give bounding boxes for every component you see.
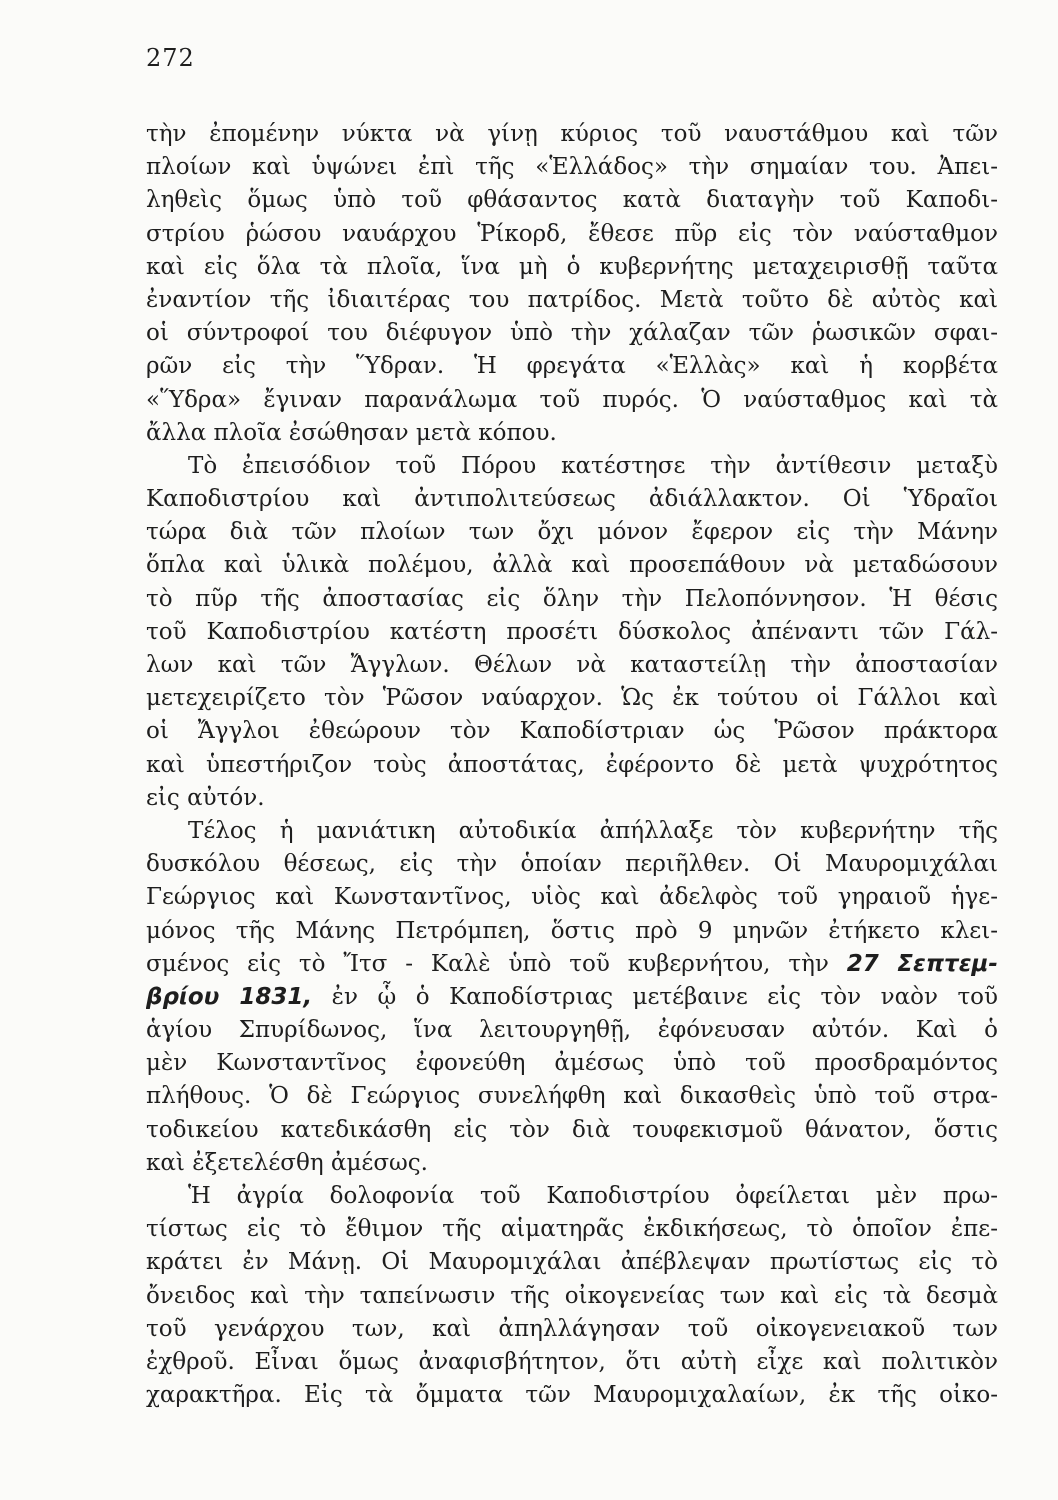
text-line: μόνος τῆς Μάνης Πετρόμπεη, ὅστις πρὸ 9 μηνῶν ἐτήκετο κλει-	[146, 917, 998, 944]
text-line-with-date	[146, 948, 998, 981]
page-number: 272	[146, 44, 195, 72]
text-line: τοῦ Καποδιστρίου κατέστη προσέτι δύσκολος ἀπέναντι τῶν Γάλ-	[146, 618, 998, 645]
text-line: μὲν Κωνσταντῖνος ἐφονεύθη ἀμέσως ὑπὸ τοῦ προσδραμόντος	[146, 1050, 998, 1077]
text-line: Γεώργιος καὶ Κωνσταντῖνος, υἱὸς καὶ ἀδελφὸς τοῦ γηραιοῦ ἡγε-	[146, 884, 998, 911]
text-line: οἱ Ἄγγλοι ἐθεώρουν τὸν Καποδίστριαν ὡς Ῥῶσον πράκτορα	[146, 718, 998, 745]
text-segment: σμένος εἰς τὸ Ἴτσ - Καλὲ ὑπὸ τοῦ κυβερνήτου, τὴν	[146, 950, 829, 977]
text-line: δυσκόλου θέσεως, εἰς τὴν ὁποίαν περιῆλθεν. Οἱ Μαυρομιχάλαι	[146, 851, 998, 878]
paragraph-2	[146, 450, 998, 815]
text-line: τίστως εἰς τὸ ἔθιμον τῆς αἱματηρᾶς ἐκδικήσεως, τὸ ὁποῖον ἐπε-	[146, 1216, 998, 1243]
text-line: πλοίων καὶ ὑψώνει ἐπὶ τῆς «Ἑλλάδος» τὴν σημαίαν του. Ἀπει-	[146, 154, 998, 181]
text-segment: ἐν ᾧ ὁ Καποδίστριας μετέβαινε εἰς τὸν ναὸν τοῦ	[331, 983, 998, 1010]
text-line: λων καὶ τῶν Ἄγγλων. Θέλων νὰ καταστείλῃ τὴν ἀποστασίαν	[146, 652, 998, 678]
text-line: εἰς αὐτόν.	[146, 784, 265, 811]
text-line: χαρακτῆρα. Εἰς τὰ ὄμματα τῶν Μαυρομιχαλαίων, ἐκ τῆς οἰκο-	[146, 1382, 998, 1409]
text-line: Τὸ ἐπεισόδιον τοῦ Πόρου κατέστησε τὴν ἀντίθεσιν μεταξὺ	[188, 452, 998, 479]
text-line: ρῶν εἰς τὴν Ὕδραν. Ἡ φρεγάτα «Ἑλλὰς» καὶ ἡ κορβέτα	[146, 353, 998, 380]
text-line: ληθεὶς ὅμως ὑπὸ τοῦ φθάσαντος κατὰ διαταγὴν τοῦ Καποδι-	[146, 187, 998, 214]
paragraph-4	[146, 1180, 998, 1412]
body-text	[146, 118, 998, 1412]
text-line: καὶ ὑπεστήριζον τοὺς ἀποστάτας, ἐφέροντο δὲ μετὰ ψυχρότητος	[146, 751, 998, 778]
emphasized-date-end: βρίου 1831,	[146, 983, 313, 1010]
text-line: Ἡ ἀγρία δολοφονία τοῦ Καποδιστρίου ὀφείλεται μὲν πρω-	[188, 1183, 998, 1209]
text-line: καὶ ἐξετελέσθη ἀμέσως.	[146, 1149, 428, 1176]
text-line-with-date	[146, 981, 998, 1014]
paragraph-1	[146, 118, 998, 450]
text-line: μετεχειρίζετο τὸν Ῥῶσον ναύαρχον. Ὡς ἐκ τούτου οἱ Γάλλοι καὶ	[146, 685, 998, 712]
text-line: «Ὕδρα» ἔγιναν παρανάλωμα τοῦ πυρός. Ὁ ναύσταθμος καὶ τὰ	[146, 386, 998, 413]
text-line: ὄνειδος καὶ τὴν ταπείνωσιν τῆς οἰκογενείας των καὶ εἰς τὰ δεσμὰ	[146, 1282, 998, 1309]
text-line: Καποδιστρίου καὶ ἀντιπολιτεύσεως ἀδιάλλακτον. Οἱ Ὑδραῖοι	[146, 486, 998, 513]
text-line: τοῦ γενάρχου των, καὶ ἀπηλλάγησαν τοῦ οἰκογενειακοῦ των	[146, 1315, 998, 1342]
text-line: ἐναντίον τῆς ἰδιαιτέρας του πατρίδος. Μετὰ τοῦτο δὲ αὐτὸς καὶ	[146, 286, 998, 313]
text-line: τὴν ἐπομένην νύκτα νὰ γίνῃ κύριος τοῦ ναυστάθμου καὶ τῶν	[146, 121, 998, 147]
text-line: πλήθους. Ὁ δὲ Γεώργιος συνελήφθη καὶ δικασθεὶς ὑπὸ τοῦ στρα-	[146, 1083, 998, 1110]
text-line: ὅπλα καὶ ὑλικὰ πολέμου, ἀλλὰ καὶ προσεπάθουν νὰ μεταδώσουν	[146, 552, 998, 579]
text-line: τοδικείου κατεδικάσθη εἰς τὸν διὰ τουφεκισμοῦ θάνατον, ὅστις	[146, 1116, 998, 1143]
text-line: ἐχθροῦ. Εἶναι ὅμως ἀναφισβήτητον, ὅτι αὐτὴ εἶχε καὶ πολιτικὸν	[146, 1348, 998, 1375]
text-line: Τέλος ἡ μανιάτικη αὐτοδικία ἀπήλλαξε τὸν κυβερνήτην τῆς	[188, 817, 998, 844]
paragraph-3	[146, 815, 998, 1180]
text-line: ἄλλα πλοῖα ἐσώθησαν μετὰ κόπου.	[146, 419, 557, 446]
text-line: καὶ εἰς ὅλα τὰ πλοῖα, ἵνα μὴ ὁ κυβερνήτης μεταχειρισθῇ ταῦτα	[146, 253, 998, 280]
text-line: κράτει ἐν Μάνῃ. Οἱ Μαυρομιχάλαι ἀπέβλεψαν πρωτίστως εἰς τὸ	[146, 1249, 998, 1276]
text-line: στρίου ῥώσου ναυάρχου Ῥίκορδ, ἔθεσε πῦρ εἰς τὸν ναύσταθμον	[146, 220, 998, 247]
text-line: ἁγίου Σπυρίδωνος, ἵνα λειτουργηθῇ, ἐφόνευσαν αὐτόν. Καὶ ὁ	[146, 1017, 998, 1044]
text-line: τὸ πῦρ τῆς ἀποστασίας εἰς ὅλην τὴν Πελοπόννησον. Ἡ θέσις	[146, 585, 998, 612]
text-line: οἱ σύντροφοί του διέφυγον ὑπὸ τὴν χάλαζαν τῶν ῥωσικῶν σφαι-	[146, 320, 998, 347]
emphasized-date-start: 27 Σεπτεμ-	[846, 950, 998, 977]
text-line: τώρα διὰ τῶν πλοίων των ὄχι μόνον ἔφερον εἰς τὴν Μάνην	[146, 519, 998, 546]
